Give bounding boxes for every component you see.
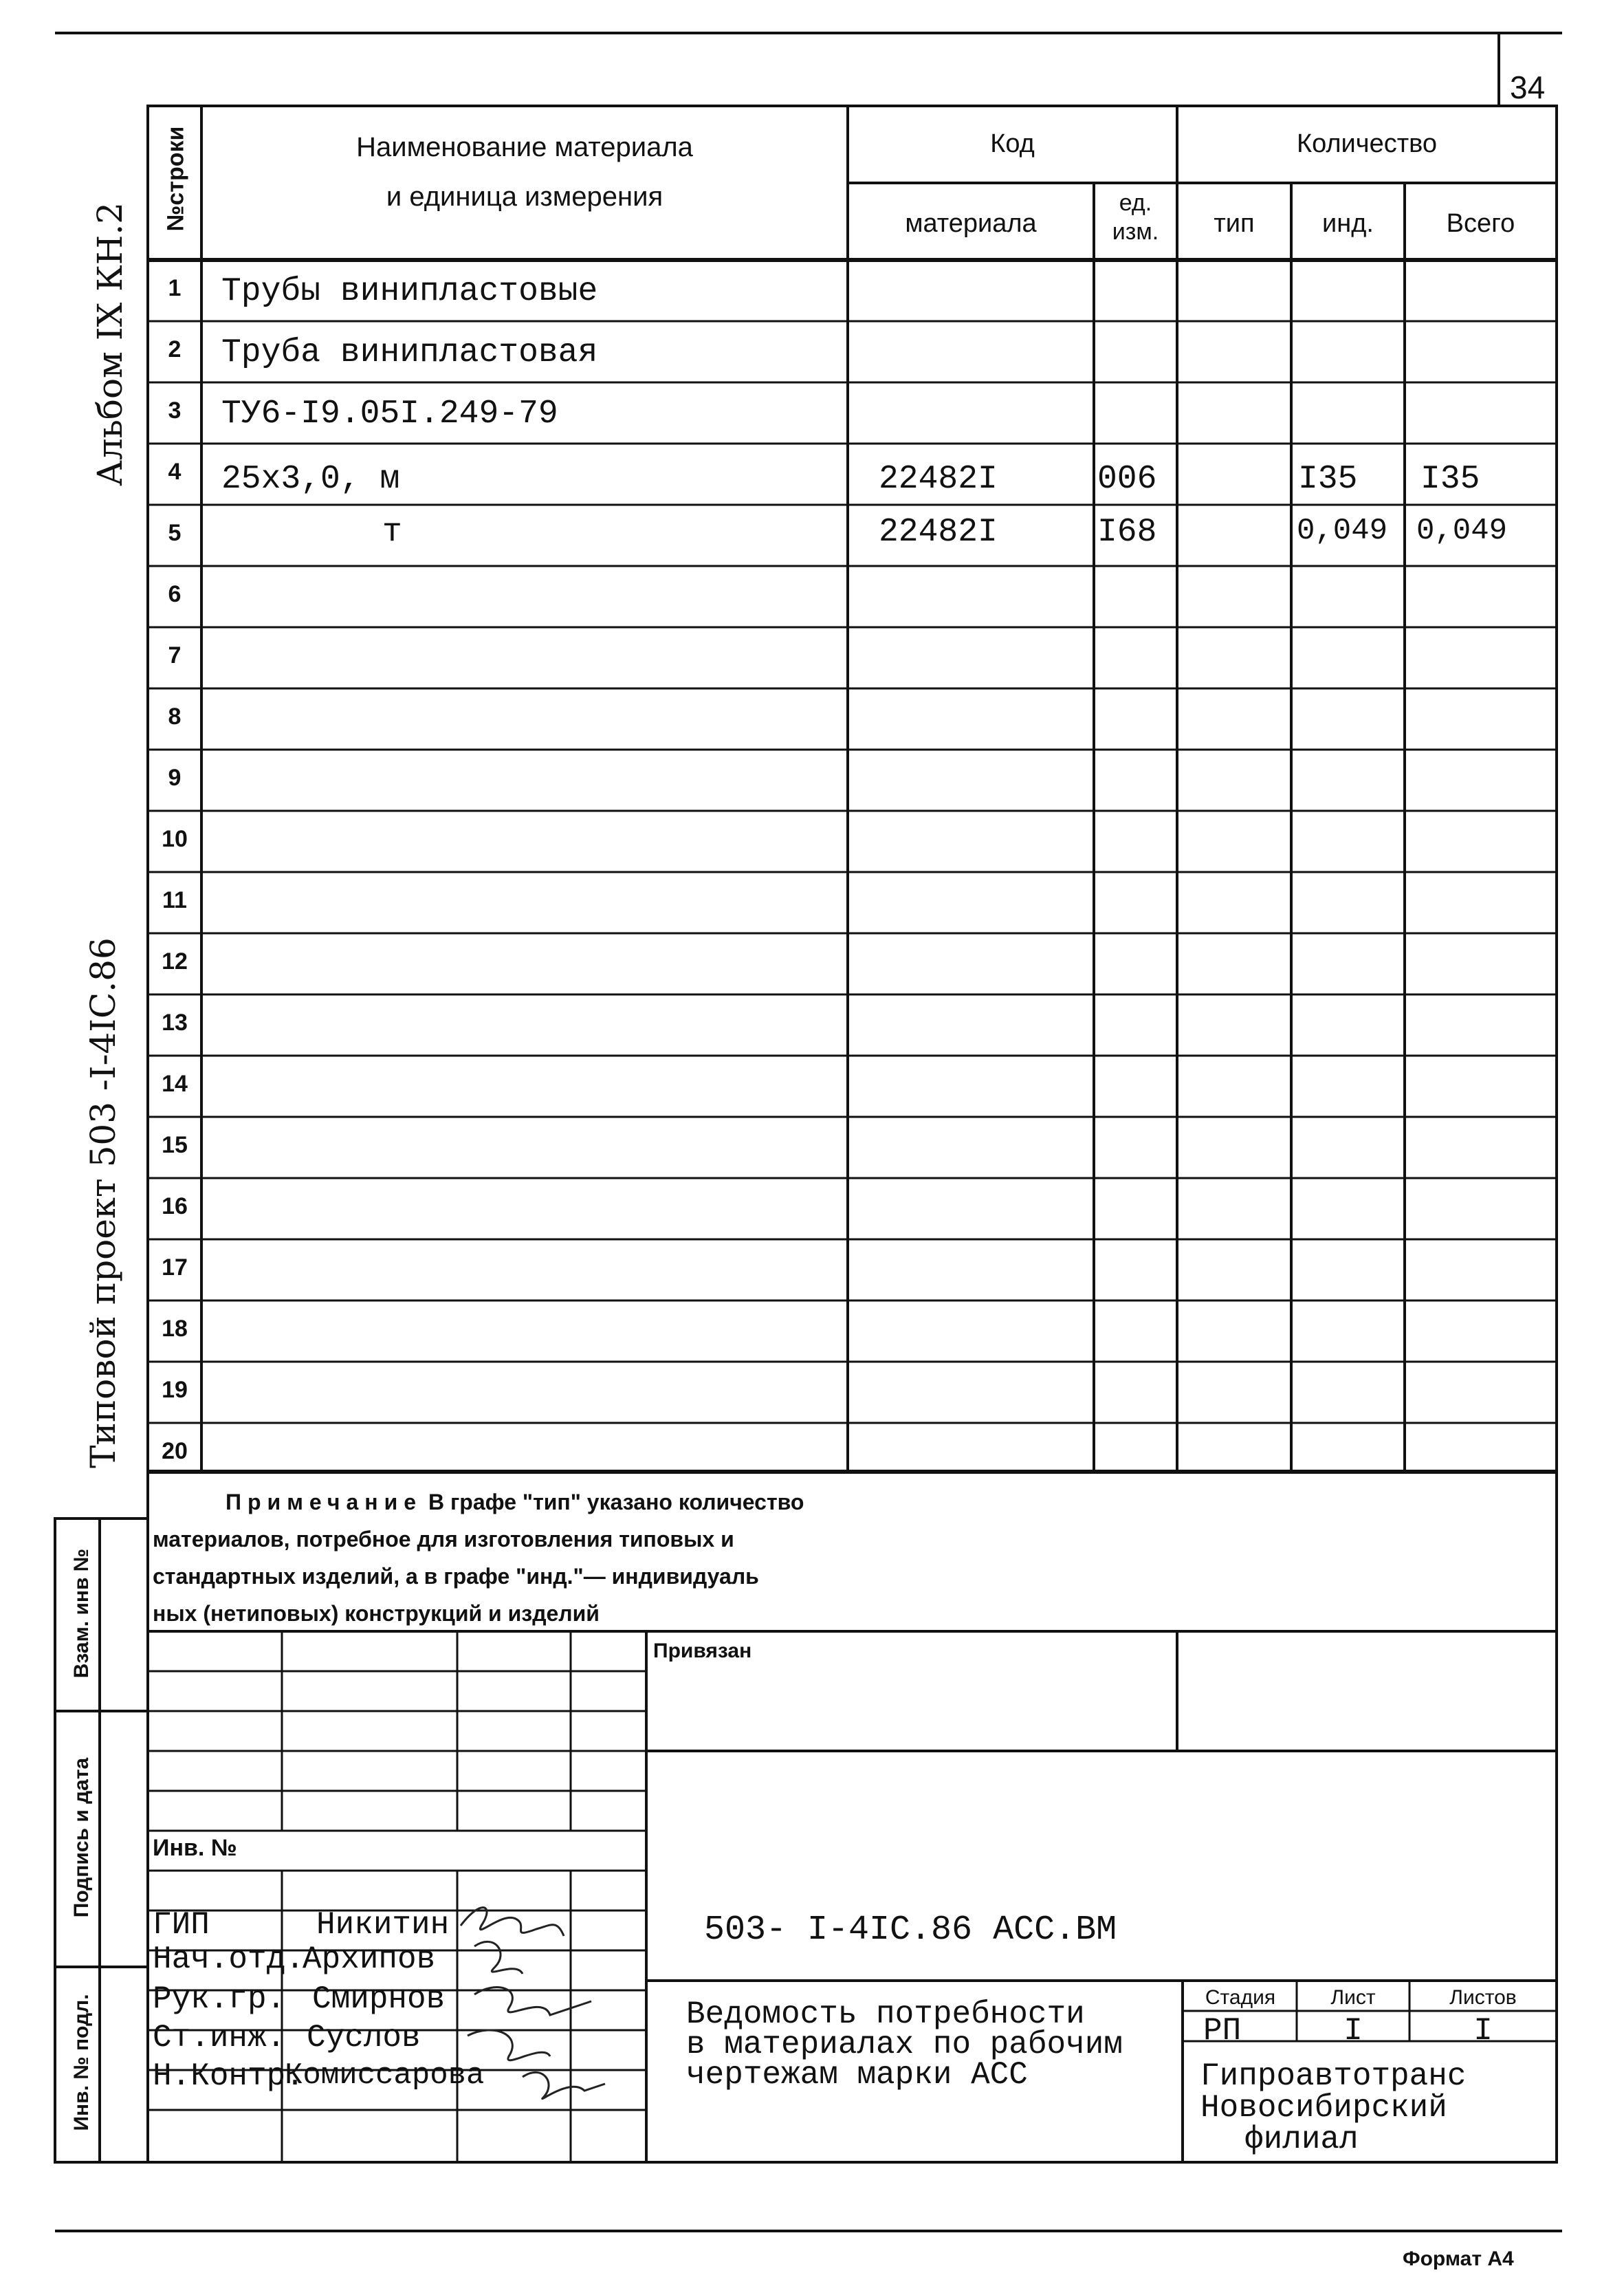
project-label: Типовой проект 503 -I-4IС.86 xyxy=(83,937,123,1468)
header-row-no: №строки xyxy=(162,126,189,232)
person-name: Смирнов xyxy=(312,1981,446,2017)
row-number: 19 xyxy=(162,1377,188,1403)
row-number: 15 xyxy=(162,1132,188,1158)
stage-label: Стадия xyxy=(1205,1986,1276,2009)
row-number: 18 xyxy=(162,1316,188,1342)
privyazan-label: Привязан xyxy=(653,1640,752,1662)
row-unit: I68 xyxy=(1097,514,1157,551)
row-number: 2 xyxy=(168,336,182,362)
person-role: Ст.инж. xyxy=(153,2020,286,2056)
header-name-line2: и единица измерения xyxy=(386,182,663,212)
row-number: 17 xyxy=(162,1254,188,1281)
row-name: Труба винипластовая xyxy=(221,334,598,371)
row-number: 10 xyxy=(162,826,188,852)
person-name: Архипов xyxy=(303,1941,436,1977)
row-number: 13 xyxy=(162,1010,188,1036)
header-unit-line1: ед. xyxy=(1119,190,1152,216)
header-material: материала xyxy=(905,209,1037,238)
row-code: 22482I xyxy=(879,514,998,551)
header-name-line1: Наименование материала xyxy=(356,132,693,162)
podpis-data-label: Подпись и дата xyxy=(70,1757,93,1918)
row-number: 5 xyxy=(168,520,182,546)
note-line4: ных (нетиповых) конструкций и изделий xyxy=(153,1601,600,1626)
header-type: тип xyxy=(1214,209,1255,238)
row-number: 16 xyxy=(162,1193,188,1219)
header-code: Код xyxy=(990,129,1035,158)
row-number: 4 xyxy=(168,459,182,485)
row-name: ТУ6-I9.05I.249-79 xyxy=(221,395,558,433)
row-number: 11 xyxy=(162,887,187,913)
signature-smirnov xyxy=(474,1988,591,2015)
org-line2: Новосибирский xyxy=(1200,2090,1447,2126)
sheet-label: Лист xyxy=(1330,1986,1376,2009)
signature-komissarova xyxy=(523,2072,605,2098)
person-name: Суслов xyxy=(307,2020,421,2056)
row-unit: 006 xyxy=(1097,461,1157,498)
row-number: 20 xyxy=(162,1438,188,1464)
row-number: 14 xyxy=(162,1071,188,1097)
sheets-value: I xyxy=(1473,2013,1493,2049)
signature-suslov xyxy=(468,2030,550,2060)
person-role: Н.Контр. xyxy=(153,2058,305,2094)
album-label: Альбом IX КН.2 xyxy=(90,202,130,486)
vzam-inv-label: Взам. инв № xyxy=(70,1548,93,1679)
header-unit-line2: изм. xyxy=(1112,219,1159,245)
row-number: 6 xyxy=(168,581,182,607)
inv-no-label: Инв. № xyxy=(153,1835,237,1861)
person-name: Никитин xyxy=(316,1907,450,1943)
header-total: Всего xyxy=(1446,209,1515,238)
org-line3: филиал xyxy=(1244,2122,1359,2157)
note-line2: материалов, потребное для изготовления типовых и xyxy=(153,1527,734,1552)
row-code: 22482I xyxy=(879,461,998,498)
title-line2: в материалах по рабочим xyxy=(686,2027,1123,2062)
row-number: 12 xyxy=(162,948,188,975)
inv-podl-label: Инв. № подл. xyxy=(70,1994,93,2131)
row-number: 1 xyxy=(168,275,182,301)
row-ind: I35 xyxy=(1298,461,1358,498)
row-number: 3 xyxy=(168,398,182,424)
row-number: 8 xyxy=(168,704,182,730)
person-role: ГИП xyxy=(153,1907,210,1943)
row-name: 25х3,0, м xyxy=(221,461,400,498)
format-label: Формат А4 xyxy=(1403,2247,1514,2270)
header-quantity: Количество xyxy=(1296,129,1438,158)
row-total: I35 xyxy=(1420,461,1480,498)
row-number: 9 xyxy=(168,765,182,791)
person-name: Комиссарова xyxy=(285,2058,485,2093)
note-text1: В графе "тип" указано количество xyxy=(428,1490,804,1514)
org-line1: Гипроавтотранс xyxy=(1200,2058,1467,2094)
sheet-value: I xyxy=(1343,2013,1363,2049)
signature-arkhipov xyxy=(474,1941,523,1974)
stage-value: РП xyxy=(1203,2013,1242,2049)
person-role: Нач.отд. xyxy=(153,1941,305,1977)
title-line1: Ведомость потребности xyxy=(686,1996,1085,2032)
note-line3: стандартных изделий, а в графе "инд."— индивидуаль xyxy=(153,1564,759,1589)
page-number: 34 xyxy=(1510,69,1546,105)
note-lead: Примечание xyxy=(226,1490,423,1514)
person-role: Рук.гр. xyxy=(153,1981,286,2017)
title-line3: чертежам марки АСС xyxy=(686,2057,1028,2093)
row-total: 0,049 xyxy=(1416,514,1508,548)
row-number: 7 xyxy=(168,642,182,668)
designation: 503- I-4IС.86 АСС.ВМ xyxy=(704,1911,1117,1950)
signature-nikitin xyxy=(461,1908,564,1936)
header-ind: инд. xyxy=(1322,209,1374,238)
row-ind: 0,049 xyxy=(1297,514,1388,548)
bottom-rule xyxy=(55,2230,1562,2232)
sheets-label: Листов xyxy=(1449,1986,1517,2009)
row-name: Трубы винипластовые xyxy=(221,273,598,310)
row-name: т xyxy=(382,514,402,551)
